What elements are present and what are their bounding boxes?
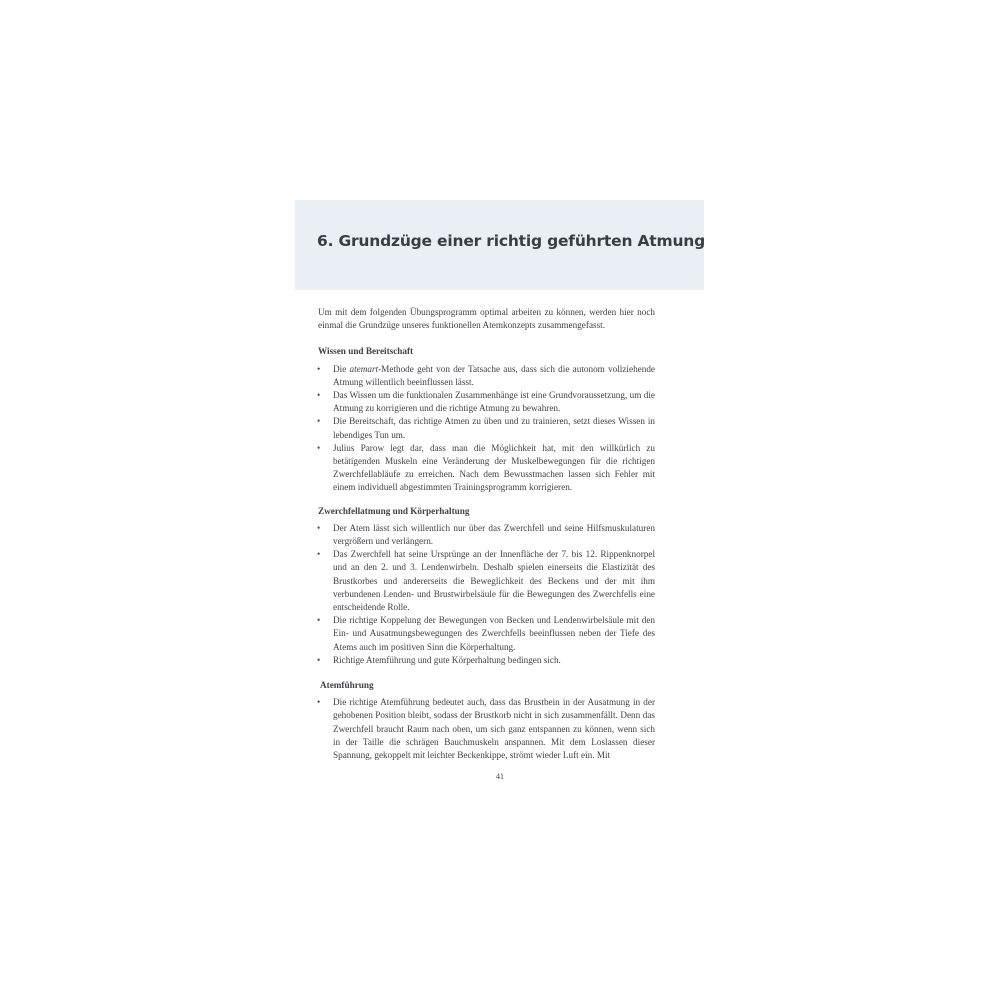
list-item: • Das Wissen um die funktionalen Zusammenhänge ist eine Grundvoraussetzung, um die Atmung zu korrigieren und die richtige Atmung zu bewahren.: [318, 389, 655, 415]
bullet-list: [318, 522, 655, 667]
list-item: • Julius Parow legt dar, dass man die Möglichkeit hat, mit den willkürlich zu betätigenden Muskeln eine Veränderung der Muskelbewegungen für die richtigen Zwerchfellabläufe zu erreichen. Nach dem Bewusstmachen lassen sich Fehler mit einem individuell abgestimmten Trainingsprogramm korrigieren.: [318, 442, 655, 495]
bullet-list: [318, 696, 655, 762]
list-item: • Richtige Atemführung und gute Körperhaltung bedingen sich.: [318, 654, 655, 667]
list-item: • Die richtige Koppelung der Bewegungen von Becken und Lendenwirbelsäule mit den Ein- und Ausatmungsbewegungen des Zwerchfells beeinflussen neben der Tiefe des Atems auch im positiven Sinn die Körperhaltung.: [318, 614, 655, 654]
chapter-title: 6. Grundzüge einer richtig geführten Atmung: [317, 232, 706, 250]
list-item: • Die Bereitschaft, das richtige Atmen zu üben und zu trainieren, setzt dieses Wissen in lebendiges Tun um.: [318, 415, 655, 441]
bullet-list: [318, 363, 655, 495]
section-heading: Zwerchfellatmung und Körperhaltung: [318, 505, 470, 516]
list-item: • Die richtige Atemführung bedeutet auch, dass das Brustbein in der Ausatmung in der gehobenen Position bleibt, sodass der Brustkorb nicht in sich zusammenfällt. Denn das Zwerchfell braucht Raum nach oben, um sich ganz entspannen zu können, wenn sich in der Taille die schrägen Bauchmuskeln anspannen. Mit dem Loslassen dieser Spannung, gekoppelt mit leichter Beckenkippe, strömt wieder Luft ein. Mit: [318, 696, 655, 762]
intro-paragraph: Um mit dem folgenden Übungsprogramm optimal arbeiten zu können, werden hier noch einmal die Grundzüge unseres funktionellen Atemkonzepts zusammengefasst.: [318, 307, 655, 331]
method-name: atemart: [349, 363, 379, 374]
page-number: 41: [496, 772, 504, 781]
section-heading: Wissen und Bereitschaft: [318, 346, 414, 357]
list-item: • Die atemart-Methode geht von der Tatsache aus, dass sich die autonom vollziehende Atmung willentlich beeinflussen lässt.: [318, 363, 655, 389]
list-item: • Der Atem lässt sich willentlich nur über das Zwerchfell und seine Hilfsmuskulaturen vergrößern und verlängern.: [318, 522, 655, 548]
page-body: [318, 306, 655, 762]
section-heading: Atemführung: [320, 680, 374, 691]
list-item: • Das Zwerchfell hat seine Ursprünge an der Innenfläche der 7. bis 12. Rippenknorpel und an den 2. und 3. Lendenwirbeln. Deshalb spielen einerseits die Elastizität des Brustkorbes und andererseits die Beweglichkeit des Beckens und der mit ihm verbundenen Lenden- und Brustwirbelsäule für die Bewegungen des Zwerchfells eine entscheidende Rolle.: [318, 548, 655, 614]
